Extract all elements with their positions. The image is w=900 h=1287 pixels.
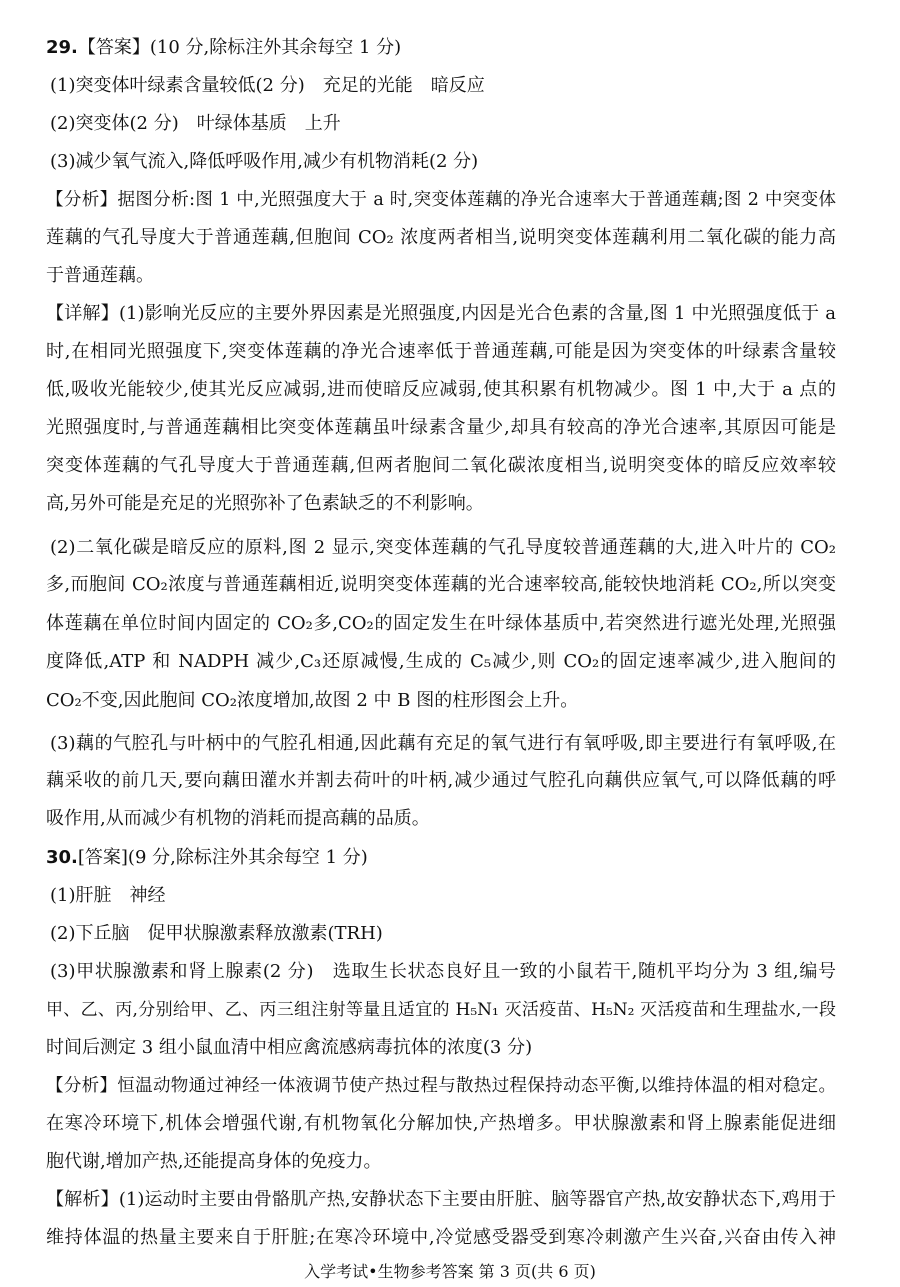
q29-header-text: 【答案】(10 分,除标注外其余每空 1 分) [77,37,402,58]
q29-detail2-line: 多,而胞间 CO₂浓度与普通莲藕相近,说明突变体莲藕的光合速率较高,能较快地消耗 CO₂,所以突变 [46,574,836,595]
q29-answer-1: (1)突变体叶绿素含量较低(2 分) 充足的光能 暗反应 [50,75,485,96]
q29-answer-2: (2)突变体(2 分) 叶绿体基质 上升 [50,113,341,134]
q29-detail2-line: CO₂不变,因此胞间 CO₂浓度增加,故图 2 中 B 图的柱形图会上升。 [46,690,579,711]
q29-header [46,36,836,60]
q29-detail3-line: 藕采收的前几天,要向藕田灌水并割去荷叶的叶柄,减少通过气腔孔向藕供应氧气,可以降低藕的呼 [46,770,836,791]
q30-number: 30. [46,847,78,868]
q30-answer-2: (2)下丘脑 促甲状腺激素释放激素(TRH) [50,923,383,944]
q30-analysis-line: 在寒冷环境下,机体会增强代谢,有机物氧化分解加快,产热增多。甲状腺激素和肾上腺素能促进细 [46,1113,836,1134]
q30-answer3-line: (3)甲状腺激素和肾上腺素(2 分) 选取生长状态良好且一致的小鼠若干,随机平均分为 3 组,编号 [50,961,836,982]
q29-detail2-line: 度降低,ATP 和 NADPH 减少,C₃还原减慢,生成的 C₅减少,则 CO₂的固定速率减少,进入胞间的 [46,651,836,672]
q30-answer3-line: 时间后测定 3 组小鼠血清中相应禽流感病毒抗体的浓度(3 分) [46,1037,533,1058]
q29-detail2-line: 体莲藕在单位时间内固定的 CO₂多,CO₂的固定发生在叶绿体基质中,若突然进行遮光处理,光照强 [46,613,836,634]
q30-header-text: [答案](9 分,除标注外其余每空 1 分) [77,847,368,868]
q29-analysis-line: 莲藕的气孔导度大于普通莲藕,但胞间 CO₂ 浓度两者相当,说明突变体莲藕利用二氧化碳的能力高 [46,227,836,248]
q29-answer-3: (3)减少氧气流入,降低呼吸作用,减少有机物消耗(2 分) [50,151,479,172]
q29-analysis-line: 于普通莲藕。 [46,265,154,286]
q29-detail3-line: (3)藕的气腔孔与叶柄中的气腔孔相通,因此藕有充足的氧气进行有氧呼吸,即主要进行有氧呼吸,在 [50,733,836,754]
q30-analysis-line: 【分析】恒温动物通过神经一体液调节使产热过程与散热过程保持动态平衡,以维持体温的相对稳定。 [46,1076,836,1096]
q30-answer-1: (1)肝脏 神经 [50,885,166,906]
q30-analysis-line: 胞代谢,增加产热,还能提高身体的免疫力。 [46,1151,382,1172]
q29-detail1-line: 低,吸收光能较少,使其光反应减弱,进而使暗反应减弱,使其积累有机物减少。图 1 中,大于 a 点的 [46,379,836,400]
q29-detail1-line: 高,另外可能是充足的光照弥补了色素缺乏的不利影响。 [46,493,484,514]
q29-detail2-line: (2)二氧化碳是暗反应的原料,图 2 显示,突变体莲藕的气孔导度较普通莲藕的大,进入叶片的 CO₂ [50,537,836,558]
q30-explain-line: 【解析】(1)运动时主要由骨骼肌产热,安静状态下主要由肝脏、脑等器官产热,故安静状态下,鸡用于 [46,1189,836,1210]
q30-explain-line: 维持体温的热量主要来自于肝脏;在寒冷环境中,冷觉感受器受到寒冷刺激产生兴奋,兴奋由传入神 [46,1227,836,1248]
q29-detail1-line: 时,在相同光照强度下,突变体莲藕的净光合速率低于普通莲藕,可能是因为突变体的叶绿素含量较 [46,341,836,362]
q29-detail1-line: 【详解】(1)影响光反应的主要外界因素是光照强度,内因是光合色素的含量,图 1 中光照强度低于 a [46,303,836,324]
q29-analysis-line: 【分析】据图分析:图 1 中,光照强度大于 a 时,突变体莲藕的净光合速率大于普通莲藕;图 2 中突变体 [46,190,836,210]
q29-detail3-line: 吸作用,从而减少有机物的消耗而提高藕的品质。 [46,808,430,829]
page-footer: 入学考试•生物参考答案 第 3 页(共 6 页) [304,1262,596,1281]
q29-number: 29. [46,37,78,58]
q30-header [46,846,836,870]
q30-answer3-line: 甲、乙、丙,分别给甲、乙、丙三组注射等量且适宜的 H₅N₁ 灭活疫苗、H₅N₂ 灭活疫苗和生理盐水,一段 [46,1000,836,1020]
q29-detail1-line: 突变体莲藕的气孔导度大于普通莲藕,但两者胞间二氧化碳浓度相当,说明突变体的暗反应效率较 [46,455,836,476]
q29-detail1-line: 光照强度时,与普通莲藕相比突变体莲藕虽叶绿素含量少,却具有较高的净光合速率,其原因可能是 [46,417,836,438]
